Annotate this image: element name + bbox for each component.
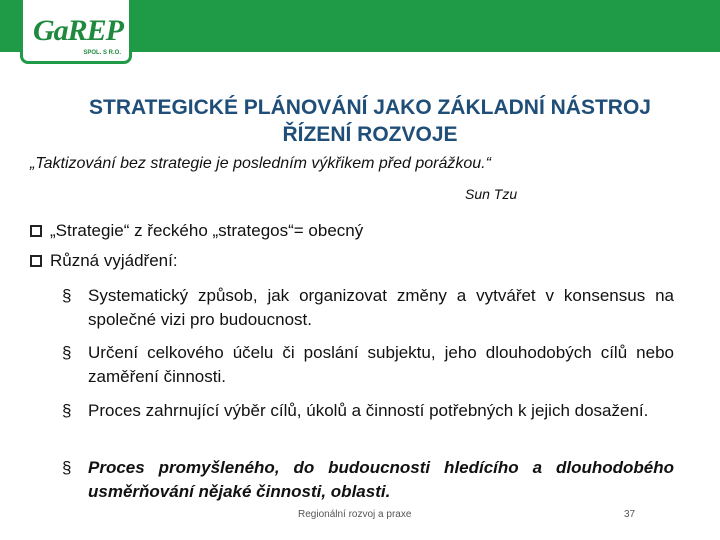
bullet-text: „Strategie“ z řeckého „strategos“= obecný bbox=[50, 221, 364, 240]
bullet-item bbox=[30, 251, 178, 271]
sub-bullet-item bbox=[62, 456, 674, 504]
sub-bullet-text: Určení celkového účelu či poslání subjektu, jeho dlouhodobých cílů nebo zaměření činnosti. bbox=[88, 343, 674, 386]
sub-bullet-text: Proces zahrnující výběr cílů, úkolů a činností potřebných k jejich dosažení. bbox=[88, 401, 649, 420]
title-line-2: ŘÍZENÍ ROZVOJE bbox=[282, 123, 458, 146]
square-bullet-icon: § bbox=[62, 286, 72, 305]
square-bullet-icon: § bbox=[62, 458, 72, 477]
square-bullet-icon: § bbox=[62, 401, 72, 420]
sub-bullet-item bbox=[62, 399, 674, 423]
title-line-1: STRATEGICKÉ PLÁNOVÁNÍ JAKO ZÁKLADNÍ NÁSTROJ bbox=[89, 96, 651, 119]
quote-author: Sun Tzu bbox=[465, 186, 518, 202]
bullet-text: Různá vyjádření: bbox=[50, 251, 178, 270]
sub-bullet-text: Systematický způsob, jak organizovat změny a vytvářet v konsensus na společné vizi pro budoucnost. bbox=[88, 286, 674, 329]
sub-bullet-item bbox=[62, 341, 674, 389]
checkbox-bullet-icon bbox=[30, 225, 42, 237]
logo-subtext: SPOL. S R.O. bbox=[83, 50, 121, 56]
company-logo bbox=[20, 0, 132, 64]
sub-bullet-item bbox=[62, 284, 674, 332]
slide-title bbox=[40, 94, 700, 148]
footer-text: Regionální rozvoj a praxe bbox=[298, 509, 412, 520]
sub-bullet-text: Proces promyšleného, do budoucnosti hledícího a dlouhodobého usměrňování nějaké činnosti, oblasti. bbox=[88, 458, 674, 501]
quote-text: „Taktizování bez strategie je posledním výkřikem před porážkou.“ bbox=[30, 155, 491, 172]
checkbox-bullet-icon bbox=[30, 255, 42, 267]
page-number: 37 bbox=[624, 509, 636, 520]
logo-text: GaREP bbox=[33, 14, 124, 47]
square-bullet-icon: § bbox=[62, 343, 72, 362]
bullet-item bbox=[30, 221, 363, 241]
